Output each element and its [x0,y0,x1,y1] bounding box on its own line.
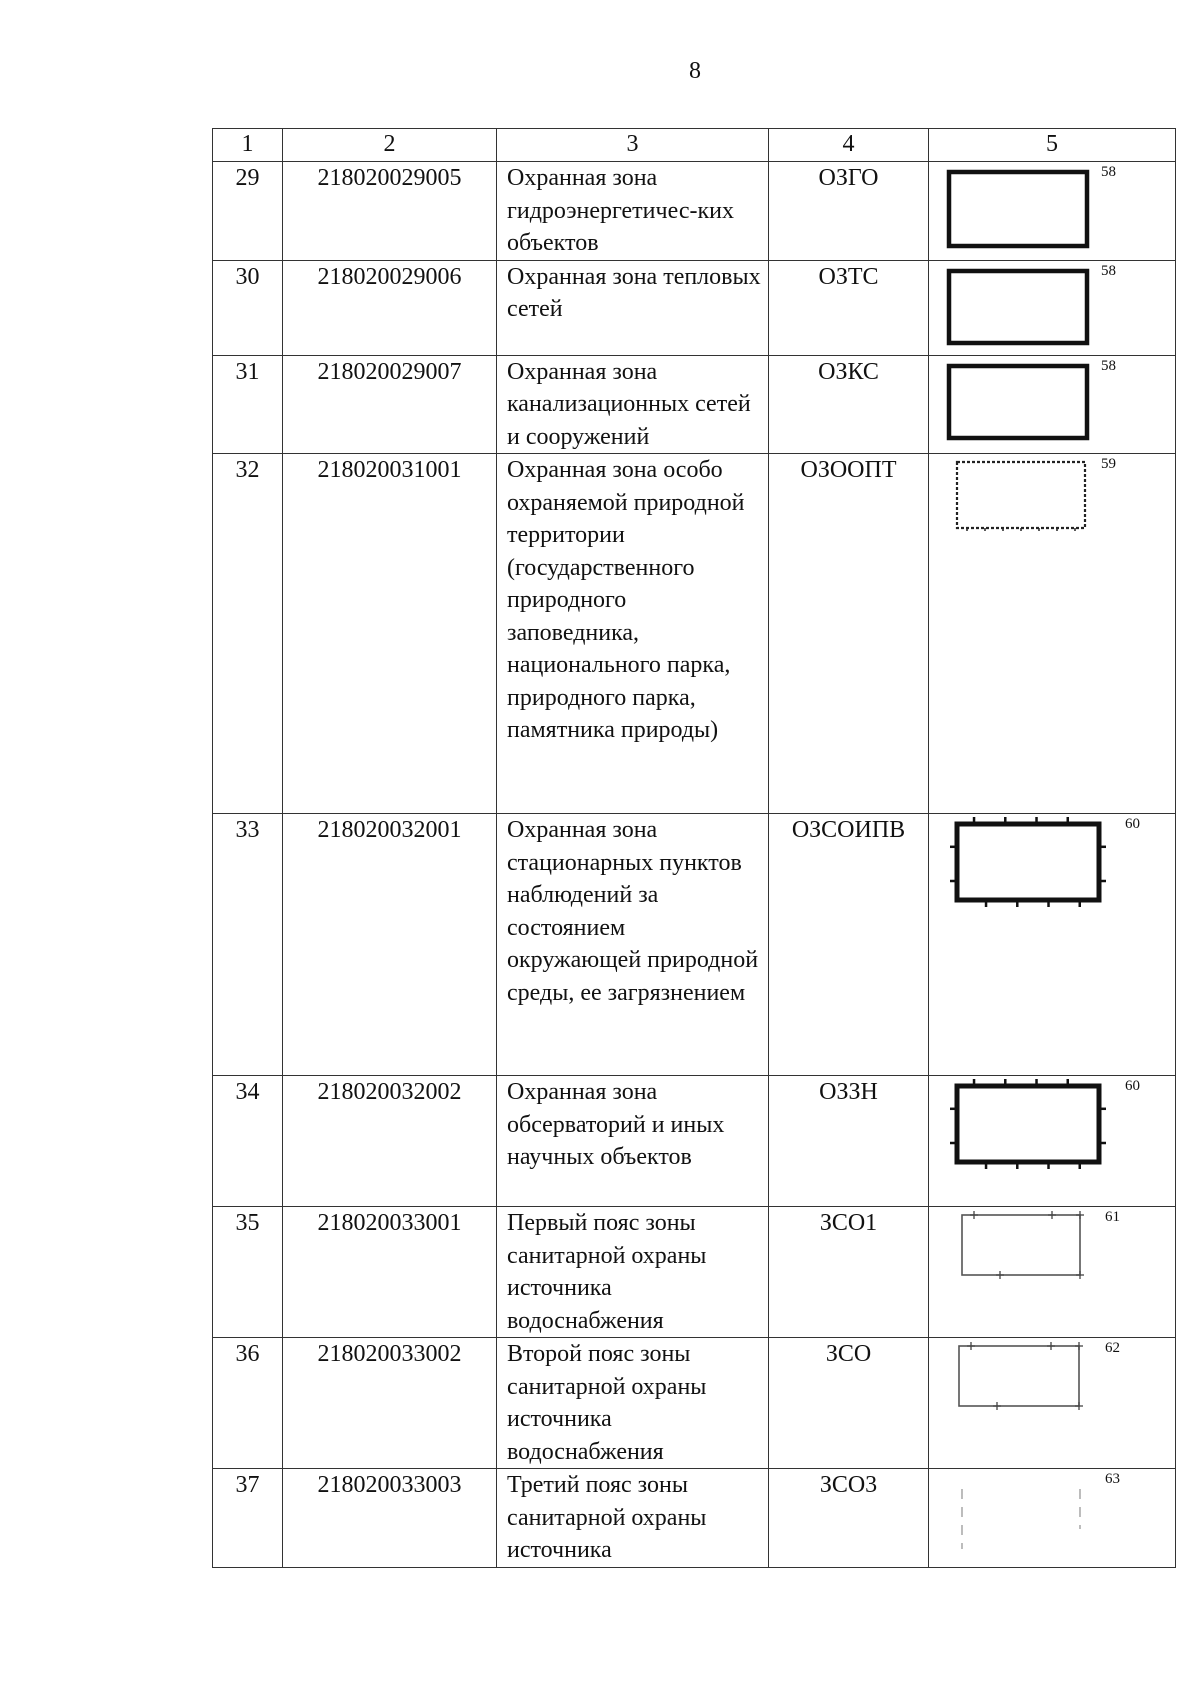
zone-name-cell: Третий пояс зоны санитарной охраны источника [497,1469,769,1568]
symbol-cell [929,1338,1176,1469]
dotted-rectangle-icon [929,454,1169,540]
crossed-rectangle-icon [929,1338,1169,1418]
reference-number: 60 [1125,816,1140,832]
zone-name-cell: Охранная зона стационарных пунктов наблюдений за состоянием окружающей природной среды, ее загрязнением [497,814,769,1076]
row-number-cell: 34 [213,1076,283,1207]
object-code-cell: 218020033002 [283,1338,497,1469]
abbreviation-cell: ЗСО1 [769,1207,929,1338]
reference-number: 59 [1101,456,1116,472]
thick-rectangle-icon [929,162,1169,258]
page-number: 8 [689,58,701,84]
symbol-cell [929,260,1176,355]
row-number-cell: 31 [213,355,283,454]
row-number-cell: 33 [213,814,283,1076]
abbreviation-cell: ОЗКС [769,355,929,454]
row-number-cell: 37 [213,1469,283,1568]
zone-codes-table [212,128,1176,1568]
header-cell: 3 [497,129,769,162]
abbreviation-cell: ЗСО [769,1338,929,1469]
symbol-cell [929,454,1176,814]
reference-number: 58 [1101,262,1116,279]
row-number-cell: 36 [213,1338,283,1469]
symbol-cell [929,1207,1176,1338]
row-number-cell: 29 [213,162,283,261]
object-code-cell: 218020032001 [283,814,497,1076]
abbreviation-cell: ОЗЗН [769,1076,929,1207]
zone-name-cell: Второй пояс зоны санитарной охраны источника водоснабжения [497,1338,769,1469]
object-code-cell: 218020032002 [283,1076,497,1207]
symbol-cell [929,355,1176,454]
table-row [213,1207,1176,1338]
row-number-cell: 30 [213,260,283,355]
reference-number: 60 [1125,1078,1140,1094]
object-code-cell: 218020029006 [283,260,497,355]
zone-name-cell: Охранная зона гидроэнергетичес-ких объектов [497,162,769,261]
object-code-cell: 218020033003 [283,1469,497,1568]
abbreviation-cell: ОЗГО [769,162,929,261]
header-cell: 4 [769,129,929,162]
thick-rectangle-icon [929,261,1169,355]
header-cell: 2 [283,129,497,162]
object-code-cell: 218020029007 [283,355,497,454]
symbol-cell [929,814,1176,1076]
table-row [213,1338,1176,1469]
reference-number: 61 [1105,1209,1120,1225]
zone-name-cell: Охранная зона особо охраняемой природной территории (государственного природного заповедника, национального парка, природного парка, памятника природы) [497,454,769,814]
reference-number: 63 [1105,1471,1120,1487]
zone-name-cell: Первый пояс зоны санитарной охраны источника водоснабжения [497,1207,769,1338]
row-number-cell: 35 [213,1207,283,1338]
abbreviation-cell: ЗСО3 [769,1469,929,1568]
reference-number: 58 [1101,357,1116,374]
object-code-cell: 218020033001 [283,1207,497,1338]
abbreviation-cell: ОЗСОИПВ [769,814,929,1076]
symbol-cell [929,1076,1176,1207]
symbol-cell [929,162,1176,261]
table-row [213,1469,1176,1568]
abbreviation-cell: ОЗООПТ [769,454,929,814]
header-cell: 1 [213,129,283,162]
abbreviation-cell: ОЗТС [769,260,929,355]
table-header-row [213,129,1176,162]
zone-name-cell: Охранная зона тепловых сетей [497,260,769,355]
table-row [213,260,1176,355]
dashed-lines-icon [929,1469,1169,1561]
table-row [213,454,1176,814]
row-number-cell: 32 [213,454,283,814]
table-row [213,1076,1176,1207]
table-row [213,814,1176,1076]
reference-number: 62 [1105,1340,1120,1356]
object-code-cell: 218020029005 [283,162,497,261]
zone-name-cell: Охранная зона обсерваторий и иных научных объектов [497,1076,769,1207]
thick-rectangle-icon [929,356,1169,450]
object-code-cell: 218020031001 [283,454,497,814]
header-cell: 5 [929,129,1176,162]
reference-number: 58 [1101,164,1116,180]
crossed-rectangle-icon [929,1207,1169,1287]
symbol-cell [929,1469,1176,1568]
table-row [213,162,1176,261]
table-row [213,355,1176,454]
zone-name-cell: Охранная зона канализационных сетей и сооружений [497,355,769,454]
